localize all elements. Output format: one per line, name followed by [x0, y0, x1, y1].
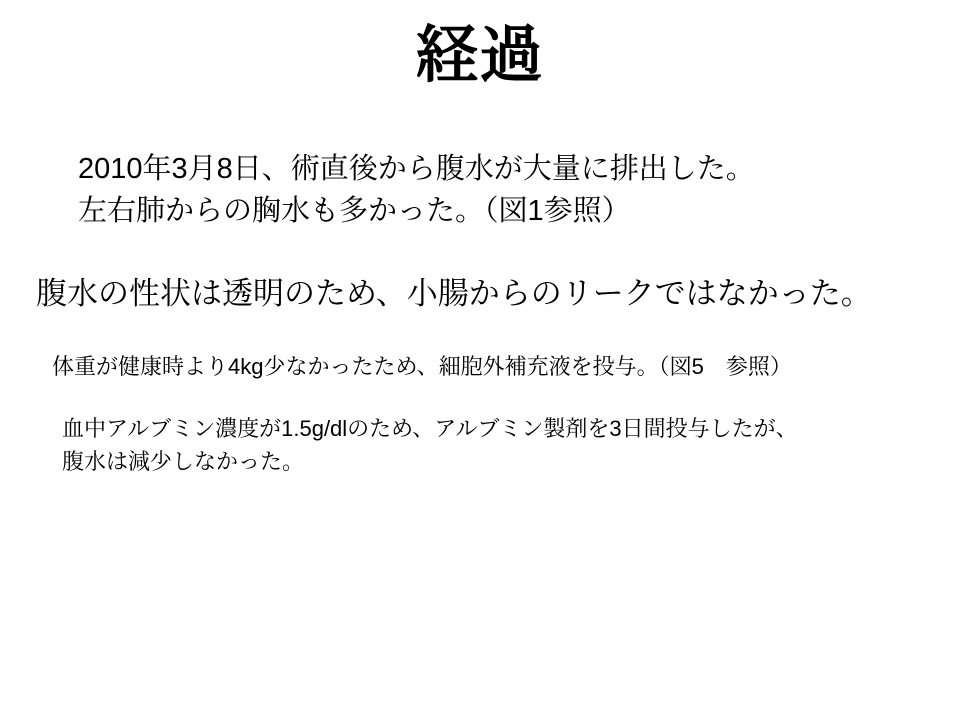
paragraph-line: 血中アルブミン濃度が1.5g/dlのため、アルブミン製剤を3日間投与したが、 — [62, 416, 798, 441]
paragraph-weight-fluid — [0, 352, 960, 383]
paragraph-course-onset — [0, 148, 960, 232]
paragraph-line: 左右肺からの胸水も多かった。（図1参照） — [78, 195, 631, 228]
paragraph-line: 腹水の性状は透明のため、小腸からのリークではなかった。 — [36, 276, 872, 311]
page-title: 経過 — [415, 21, 544, 90]
paragraph-line: 体重が健康時より4kg少なかったため、細胞外補充液を投与。（図5 参照） — [52, 354, 792, 379]
paragraph-albumin — [0, 412, 960, 478]
paragraph-ascites-character — [0, 272, 960, 315]
paragraph-line: 腹水は減少しなかった。 — [62, 449, 305, 474]
paragraph-line: 2010年3月8日、術直後から腹水が大量に排出した。 — [78, 153, 755, 185]
